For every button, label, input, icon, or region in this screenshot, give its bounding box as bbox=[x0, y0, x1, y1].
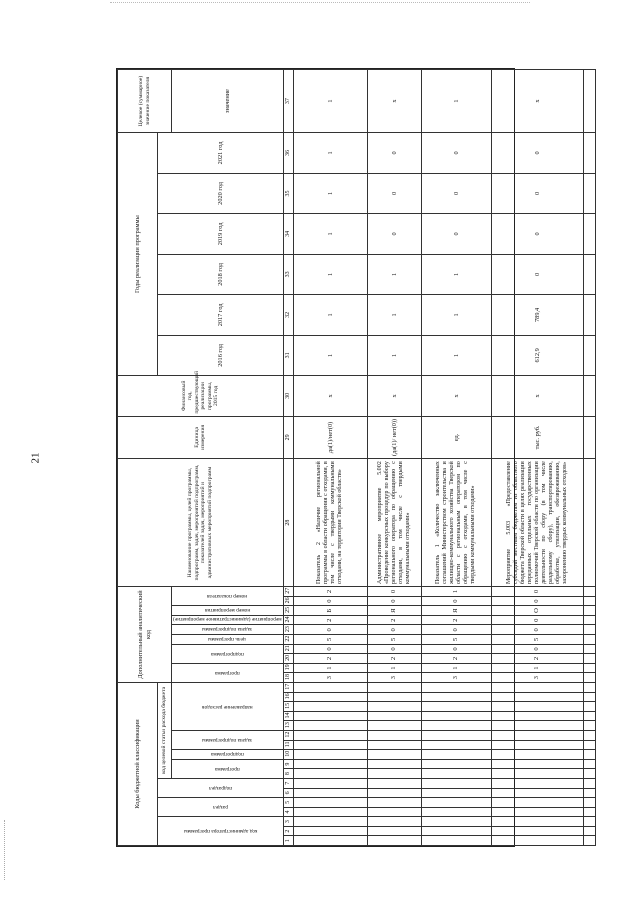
empty-cell bbox=[583, 788, 595, 798]
analytic-code-cell: 1 bbox=[421, 587, 491, 597]
budget-code-cell bbox=[421, 721, 491, 731]
admin-code-header: код администратора программы bbox=[183, 828, 257, 835]
row-year-value: 0 bbox=[367, 214, 421, 254]
add-code-header: Дополнительный аналитический код bbox=[118, 587, 172, 683]
table-body bbox=[293, 70, 595, 846]
col-num: 6 bbox=[283, 788, 293, 798]
row-year-value: 1 bbox=[293, 295, 367, 335]
col-num: 8 bbox=[283, 769, 293, 779]
empty-cell bbox=[583, 702, 595, 712]
analytic-code-cell: 0 bbox=[293, 596, 367, 606]
row-year-value: 1 bbox=[367, 254, 421, 294]
row-finance-2015: х bbox=[293, 376, 367, 416]
add-task-subheader: задача подпрограммы bbox=[202, 626, 253, 633]
budget-code-cell bbox=[491, 759, 583, 769]
row-target: 1 bbox=[293, 70, 367, 133]
row-year-value: 1 bbox=[293, 133, 367, 174]
row-year-value: 0 bbox=[491, 173, 583, 213]
col-num: 15 bbox=[283, 702, 293, 712]
row-name: Показатель 2 «Наличие региональной программы в области обращения с отходами, в том числе с твердыми коммунальными отходами, на территории Тверской области» bbox=[293, 459, 367, 587]
add-measure-subheader: мероприятие (административное мероприятие) bbox=[173, 616, 282, 623]
budget-code-cell bbox=[293, 759, 367, 769]
row-name: Административное мероприятие 5.002 «Проведение конкурсных процедур по выбору регионального оператора по обращению с отходами, в том числе с твердыми коммунальными отходами» bbox=[367, 459, 421, 587]
analytic-code-cell: 5 bbox=[491, 635, 583, 645]
year-2017-header: 2017 год bbox=[158, 295, 284, 335]
empty-cell bbox=[583, 254, 595, 294]
budget-code-cell bbox=[367, 682, 421, 692]
analytic-code-cell: 0 bbox=[491, 587, 583, 597]
col-num: 13 bbox=[283, 721, 293, 731]
row-year-value: 0 bbox=[421, 214, 491, 254]
budget-code-cell bbox=[367, 769, 421, 779]
empty-cell bbox=[583, 692, 595, 702]
budget-code-cell bbox=[421, 692, 491, 702]
col-num: 5 bbox=[283, 798, 293, 808]
analytic-code-cell: 0 bbox=[491, 625, 583, 635]
empty-cell bbox=[583, 673, 595, 683]
empty-cell bbox=[583, 644, 595, 654]
col-num: 16 bbox=[283, 692, 293, 702]
col-num: 14 bbox=[283, 711, 293, 721]
budget-code-cell bbox=[491, 778, 583, 788]
budget-code-cell bbox=[421, 682, 491, 692]
budget-code-cell bbox=[491, 750, 583, 760]
analytic-code-cell: 0 bbox=[491, 596, 583, 606]
empty-cell bbox=[583, 596, 595, 606]
budget-code-cell bbox=[293, 836, 367, 846]
rotated-table-container bbox=[117, 69, 568, 846]
budget-code-cell bbox=[293, 826, 367, 836]
budget-code-cell bbox=[293, 721, 367, 731]
analytic-code-cell: 1 bbox=[367, 663, 421, 673]
analytic-code-cell: 1 bbox=[293, 663, 367, 673]
budget-code-cell bbox=[367, 692, 421, 702]
analytic-code-cell: 3 bbox=[491, 673, 583, 683]
analytic-code-cell: 0 bbox=[421, 596, 491, 606]
analytic-code-cell: 0 bbox=[491, 615, 583, 625]
year-2019-header: 2019 год bbox=[158, 214, 284, 254]
col-num: 22 bbox=[283, 635, 293, 645]
budget-code-cell bbox=[367, 798, 421, 808]
col-num: 33 bbox=[283, 254, 293, 294]
subprogram-subheader: подпрограмма bbox=[210, 750, 244, 757]
col-num: 18 bbox=[283, 673, 293, 683]
name-header: Наименование программы, целей программы, подпрограмм, задач, мероприятий подпрограмм, показателей задач, мероприятий и административных мероприятий подпрограмм bbox=[118, 459, 284, 587]
analytic-code-cell: 2 bbox=[293, 587, 367, 597]
empty-cell bbox=[583, 778, 595, 788]
row-year-value: 1 bbox=[421, 295, 491, 335]
table-row bbox=[491, 70, 583, 846]
budget-code-cell bbox=[293, 740, 367, 750]
budget-code-cell bbox=[367, 750, 421, 760]
budget-code-cell bbox=[421, 807, 491, 817]
empty-cell bbox=[583, 376, 595, 416]
add-program-subheader: программа bbox=[214, 670, 240, 676]
budget-code-cell bbox=[491, 826, 583, 836]
scan-artifact-line bbox=[4, 820, 6, 880]
analytic-code-cell: 3 bbox=[421, 673, 491, 683]
row-year-value: 0 bbox=[491, 254, 583, 294]
analytic-code-cell: О bbox=[491, 606, 583, 616]
budget-code-cell bbox=[293, 807, 367, 817]
analytic-code-cell: 0 bbox=[367, 587, 421, 597]
budget-code-cell bbox=[421, 769, 491, 779]
analytic-code-cell: 2 bbox=[491, 654, 583, 664]
analytic-code-cell: Б bbox=[293, 606, 367, 616]
row-year-value: 0 bbox=[367, 173, 421, 213]
year-2016-header: 2016 год bbox=[158, 335, 284, 375]
budget-code-cell bbox=[293, 702, 367, 712]
col-num: 7 bbox=[283, 778, 293, 788]
analytic-code-cell: 5 bbox=[367, 635, 421, 645]
col-num: 35 bbox=[283, 173, 293, 213]
year-2018-header: 2018 год bbox=[158, 254, 284, 294]
col-num: 25 bbox=[283, 606, 293, 616]
budget-code-cell bbox=[367, 711, 421, 721]
budget-code-cell bbox=[293, 798, 367, 808]
empty-cell bbox=[583, 731, 595, 741]
budget-code-cell bbox=[491, 769, 583, 779]
col-num: 2 bbox=[283, 826, 293, 836]
budget-code-cell bbox=[367, 740, 421, 750]
row-finance-2015: х bbox=[491, 376, 583, 416]
col-num: 11 bbox=[283, 740, 293, 750]
activity-direction-subheader: направление расходов bbox=[201, 703, 253, 710]
row-year-value: 1 bbox=[421, 254, 491, 294]
row-unit: тыс. руб. bbox=[491, 416, 583, 459]
budget-code-cell bbox=[367, 778, 421, 788]
analytic-code-cell: 0 bbox=[491, 644, 583, 654]
empty-cell bbox=[583, 335, 595, 375]
unit-header: Единица измерения bbox=[118, 416, 284, 459]
budget-code-cell bbox=[421, 731, 491, 741]
row-name: Показатель 1 «Количество заключенных соглашений Министерством строительства и жилищно-коммунального хозяйства Тверской области с региональным оператором по обращению с отходами, в том числе с твердыми коммунальными отходами» bbox=[421, 459, 491, 587]
analytic-code-cell: 2 bbox=[421, 654, 491, 664]
budget-code-cell bbox=[421, 702, 491, 712]
empty-cell bbox=[583, 759, 595, 769]
analytic-code-cell: 0 bbox=[421, 625, 491, 635]
empty-cell bbox=[583, 826, 595, 836]
budget-code-cell bbox=[491, 817, 583, 827]
task-subheader: задача подпрограммы bbox=[202, 737, 253, 744]
section-header: раздел bbox=[212, 804, 228, 811]
empty-cell bbox=[583, 711, 595, 721]
row-target: 1 bbox=[421, 70, 491, 133]
empty-cell bbox=[583, 295, 595, 335]
budget-code-cell bbox=[293, 682, 367, 692]
row-name: Мероприятие 5.003 «Предоставление субсидий местным бюджетам из областного бюджета Тверской области в целях реализации переданных отдельных государственных полномочий Тверской области по организации деятельности по сбору (в том числе раздельному сбору), транспортированию, обработке, утилизации, обезвреживанию, захоронению твердых коммунальных отходов» bbox=[491, 459, 583, 587]
analytic-code-cell: 2 bbox=[367, 654, 421, 664]
empty-cell bbox=[583, 416, 595, 459]
table-row bbox=[421, 70, 491, 846]
row-year-value: 0 bbox=[491, 214, 583, 254]
budget-code-cell bbox=[367, 788, 421, 798]
budget-code-cell bbox=[491, 807, 583, 817]
program-table bbox=[117, 69, 596, 846]
budget-code-cell bbox=[421, 836, 491, 846]
budget-code-cell bbox=[491, 798, 583, 808]
empty-cell bbox=[583, 606, 595, 616]
program-table-sheet bbox=[116, 68, 568, 847]
row-year-value: 1 bbox=[367, 335, 421, 375]
col-num: 20 bbox=[283, 654, 293, 664]
empty-cell bbox=[583, 133, 595, 174]
row-year-value: 789,4 bbox=[491, 295, 583, 335]
budget-code-cell bbox=[491, 682, 583, 692]
empty-cell bbox=[583, 750, 595, 760]
budget-code-cell bbox=[367, 702, 421, 712]
col-num: 3 bbox=[283, 817, 293, 827]
analytic-code-cell: Я bbox=[367, 606, 421, 616]
col-num: 32 bbox=[283, 295, 293, 335]
row-unit: ед. bbox=[421, 416, 491, 459]
empty-cell bbox=[583, 740, 595, 750]
col-num: 26 bbox=[283, 596, 293, 606]
analytic-code-cell: 5 bbox=[421, 635, 491, 645]
row-year-value: 1 bbox=[293, 173, 367, 213]
budget-class-header: Коды бюджетной классификации bbox=[118, 682, 158, 845]
budget-code-cell bbox=[367, 826, 421, 836]
budget-code-cell bbox=[491, 702, 583, 712]
analytic-code-cell: 0 bbox=[293, 625, 367, 635]
row-unit: (да(1)/ нет(0)) bbox=[367, 416, 421, 459]
table-row bbox=[367, 70, 421, 846]
budget-code-cell bbox=[367, 759, 421, 769]
analytic-code-cell: 2 bbox=[421, 615, 491, 625]
budget-code-cell bbox=[491, 788, 583, 798]
scan-artifact-line bbox=[110, 2, 530, 5]
budget-code-cell bbox=[293, 778, 367, 788]
budget-code-cell bbox=[421, 826, 491, 836]
col-num: 28 bbox=[283, 459, 293, 587]
subsection-header: подраздел bbox=[208, 785, 232, 792]
analytic-code-cell: 0 bbox=[421, 644, 491, 654]
budget-code-cell bbox=[293, 788, 367, 798]
empty-cell bbox=[583, 635, 595, 645]
row-year-value: 0 bbox=[421, 173, 491, 213]
budget-code-cell bbox=[421, 750, 491, 760]
year-2021-header: 2021 год bbox=[158, 133, 284, 174]
budget-code-cell bbox=[421, 788, 491, 798]
col-num: 21 bbox=[283, 644, 293, 654]
col-num: 36 bbox=[283, 133, 293, 174]
row-target: х bbox=[367, 70, 421, 133]
col-num: 27 bbox=[283, 587, 293, 597]
table-row bbox=[583, 70, 595, 846]
years-header: Годы реализации программы bbox=[118, 133, 158, 376]
budget-code-cell bbox=[367, 817, 421, 827]
budget-code-cell bbox=[491, 836, 583, 846]
row-finance-2015: х bbox=[367, 376, 421, 416]
col-num: 34 bbox=[283, 214, 293, 254]
analytic-code-cell: 0 bbox=[367, 596, 421, 606]
add-indicator-subheader: номер показателя bbox=[207, 593, 248, 600]
add-goal-subheader: цель программы bbox=[208, 635, 247, 642]
row-year-value: 1 bbox=[293, 214, 367, 254]
analytic-code-cell: 3 bbox=[367, 673, 421, 683]
budget-code-cell bbox=[491, 692, 583, 702]
col-num: 12 bbox=[283, 731, 293, 741]
empty-cell bbox=[583, 682, 595, 692]
budget-code-cell bbox=[367, 721, 421, 731]
col-num: 37 bbox=[283, 70, 293, 133]
col-num: 9 bbox=[283, 759, 293, 769]
budget-code-cell bbox=[293, 817, 367, 827]
empty-cell bbox=[583, 70, 595, 133]
col-num: 19 bbox=[283, 663, 293, 673]
empty-cell bbox=[583, 721, 595, 731]
budget-code-cell bbox=[491, 740, 583, 750]
col-num: 1 bbox=[283, 836, 293, 846]
add-subprogram-subheader: подпрограмма bbox=[210, 650, 244, 657]
row-unit: да(1)/нет(0) bbox=[293, 416, 367, 459]
budget-code-cell bbox=[293, 692, 367, 702]
budget-code-cell bbox=[367, 731, 421, 741]
row-year-value: 1 bbox=[293, 254, 367, 294]
budget-code-cell bbox=[421, 711, 491, 721]
empty-cell bbox=[583, 214, 595, 254]
analytic-code-cell: 5 bbox=[293, 635, 367, 645]
col-num: 10 bbox=[283, 750, 293, 760]
budget-code-cell bbox=[293, 750, 367, 760]
col-num: 30 bbox=[283, 376, 293, 416]
col-num: 31 bbox=[283, 335, 293, 375]
col-num: 29 bbox=[283, 416, 293, 459]
budget-code-cell bbox=[367, 836, 421, 846]
analytic-code-cell: 1 bbox=[491, 663, 583, 673]
analytic-code-cell: 2 bbox=[293, 615, 367, 625]
row-target: х bbox=[491, 70, 583, 133]
empty-cell bbox=[583, 836, 595, 846]
expense-code-header: код целевой статьи расхода бюджета bbox=[158, 682, 172, 778]
analytic-code-cell: 1 bbox=[421, 663, 491, 673]
analytic-code-cell: 2 bbox=[293, 654, 367, 664]
row-year-value: 0 bbox=[367, 133, 421, 174]
row-year-value: 0 bbox=[491, 133, 583, 174]
year-2020-header: 2020 год bbox=[158, 173, 284, 213]
row-year-value: 1 bbox=[421, 335, 491, 375]
budget-code-cell bbox=[293, 731, 367, 741]
budget-code-cell bbox=[293, 711, 367, 721]
analytic-code-cell: 0 bbox=[367, 644, 421, 654]
finance-2015-header: Финансовый год, предшествующий реализации программы, 2015 год bbox=[118, 376, 284, 416]
empty-cell bbox=[583, 587, 595, 597]
target-header: Целевое (суммарное) значение показателя bbox=[118, 70, 172, 133]
col-num: 17 bbox=[283, 682, 293, 692]
empty-cell bbox=[583, 654, 595, 664]
empty-cell bbox=[583, 625, 595, 635]
col-num: 24 bbox=[283, 615, 293, 625]
empty-cell bbox=[583, 769, 595, 779]
program-subheader: программа bbox=[214, 765, 240, 772]
budget-code-cell bbox=[421, 798, 491, 808]
empty-cell bbox=[583, 615, 595, 625]
col-num: 23 bbox=[283, 625, 293, 635]
analytic-code-cell: 2 bbox=[367, 615, 421, 625]
row-year-value: 612,9 bbox=[491, 335, 583, 375]
empty-cell bbox=[583, 173, 595, 213]
analytic-code-cell: 0 bbox=[367, 625, 421, 635]
row-year-value: 0 bbox=[421, 133, 491, 174]
empty-cell bbox=[583, 807, 595, 817]
col-num: 4 bbox=[283, 807, 293, 817]
empty-cell bbox=[583, 798, 595, 808]
add-measure-no-subheader: номер мероприятия bbox=[204, 606, 250, 613]
analytic-code-cell: Я bbox=[421, 606, 491, 616]
table-row bbox=[293, 70, 367, 846]
budget-code-cell bbox=[421, 759, 491, 769]
page-number: 21 bbox=[29, 452, 42, 464]
budget-code-cell bbox=[367, 807, 421, 817]
budget-code-cell bbox=[421, 817, 491, 827]
budget-code-cell bbox=[293, 769, 367, 779]
empty-cell bbox=[583, 459, 595, 587]
analytic-code-cell: 3 bbox=[293, 673, 367, 683]
empty-cell bbox=[583, 817, 595, 827]
budget-code-cell bbox=[491, 721, 583, 731]
empty-cell bbox=[583, 663, 595, 673]
row-year-value: 1 bbox=[367, 295, 421, 335]
budget-code-cell bbox=[491, 711, 583, 721]
row-year-value: 1 bbox=[293, 335, 367, 375]
analytic-code-cell: 0 bbox=[293, 644, 367, 654]
budget-code-cell bbox=[421, 778, 491, 788]
budget-code-cell bbox=[421, 740, 491, 750]
target-value-subheader: значение bbox=[172, 70, 284, 133]
column-number-row bbox=[283, 70, 293, 846]
budget-code-cell bbox=[491, 731, 583, 741]
row-finance-2015: х bbox=[421, 376, 491, 416]
